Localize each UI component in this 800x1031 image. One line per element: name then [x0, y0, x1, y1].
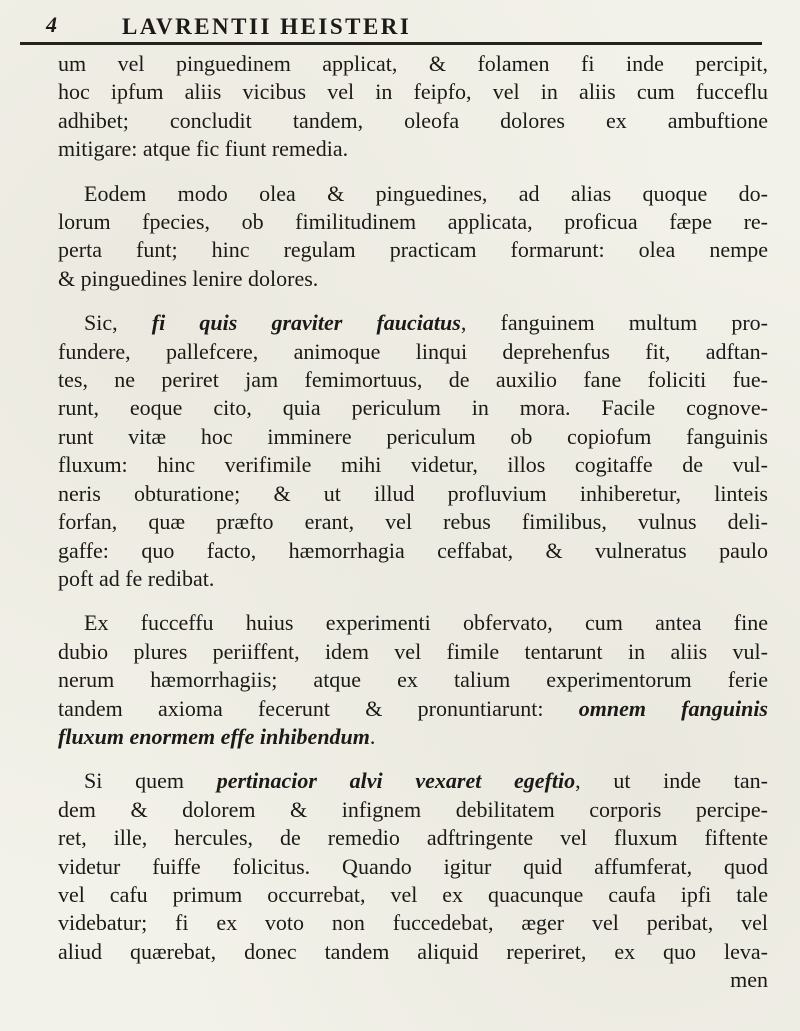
- text-line: gaffe: quo facto, hæmorrhagia ceffabat, & vulneratus paulo: [58, 537, 768, 563]
- italic-phrase: fluxum enormem effe inhibendum: [58, 723, 370, 749]
- text-line: perta funt; hinc regulam practicam formarunt: olea nempe: [58, 237, 768, 263]
- text-line: Ex fucceffu huius experimenti obfervato, cum antea fine: [84, 610, 768, 636]
- italic-phrase: fi quis graviter fauciatus: [151, 310, 461, 336]
- text-line: mitigare: atque fic fiunt remedia.: [58, 136, 349, 162]
- text-line: nerum hæmorrhagiis; atque ex talium experimentorum ferie: [58, 667, 768, 693]
- italic-phrase: pertinacior alvi vexaret egeftio: [216, 768, 576, 794]
- text-line: adhibet; concludit tandem, oleofa dolores ex ambuftione: [58, 107, 768, 133]
- page-number: 4: [46, 12, 57, 37]
- text-line: [58, 695, 768, 723]
- text-line: fluxum: hinc verifimile mihi videtur, illos cogitaffe de vul-: [58, 452, 768, 478]
- paragraph: [58, 609, 768, 751]
- header-rule: [20, 42, 762, 45]
- text-line: ret, ille, hercules, de remedio adftringente vel fluxum fiftente: [58, 825, 768, 851]
- text-run: Si quem: [84, 768, 217, 794]
- text-line: lorum fpecies, ob fimilitudinem applicata, proficua fæpe re-: [58, 209, 768, 235]
- paragraph: [58, 767, 768, 994]
- paragraph: [58, 309, 768, 593]
- text-run: Sic,: [84, 310, 152, 336]
- text-line: videbatur; fi ex voto non fuccedebat, æger vel peribat, vel: [58, 910, 768, 936]
- paragraph: [58, 50, 768, 164]
- catchword: men: [730, 967, 768, 993]
- text-line: & pinguedines lenire dolores.: [58, 265, 319, 291]
- text-run: tandem axioma fecerunt & pronuntiarunt:: [58, 695, 579, 721]
- text-line: [58, 767, 768, 795]
- text-line: fundere, pallefcere, animoque linqui deprehenfus fit, adftan-: [58, 338, 768, 364]
- text-line: runt, eoque cito, quia periculum in mora. Facile cognove-: [58, 395, 768, 421]
- page-header: [38, 4, 758, 44]
- text-line: vel cafu primum occurrebat, vel ex quacunque caufa ipfi tale: [58, 881, 768, 907]
- running-head: LAVRENTII HEISTERI: [122, 14, 412, 39]
- text-line: neris obturatione; & ut illud profluvium inhiberetur, linteis: [58, 480, 768, 506]
- text-line: dem & dolorem & infignem debilitatem corporis percipe-: [58, 796, 768, 822]
- text-run: , fanguinem multum pro-: [460, 310, 769, 336]
- text-line: dubio plures periiffent, idem vel fimile tentarunt in aliis vul-: [58, 638, 768, 664]
- text-line: poft ad fe redibat.: [58, 565, 215, 591]
- text-line: tes, ne periret jam femimortuus, de auxilio fane foliciti fue-: [58, 367, 768, 393]
- paragraph: [58, 180, 768, 294]
- text-line: hoc ipfum aliis vicibus vel in feipfo, vel in aliis cum fucceflu: [58, 79, 768, 105]
- text-line: forfan, quæ præfto erant, vel rebus fimilibus, vulnus deli-: [58, 509, 768, 535]
- text-line: runt vitæ hoc imminere periculum ob copiofum fanguinis: [58, 423, 768, 449]
- body-text: [58, 50, 768, 995]
- text-line: Eodem modo olea & pinguedines, ad alias quoque do-: [84, 180, 768, 206]
- text-line: videtur fuiffe folicitus. Quando igitur quid affumferat, quod: [58, 853, 768, 879]
- text-run: , ut inde tan-: [575, 768, 768, 794]
- text-run: .: [369, 723, 376, 749]
- text-line: [58, 309, 768, 337]
- text-line: aliud quærebat, donec tandem aliquid reperiret, ex quo leva-: [58, 938, 768, 964]
- text-line: [58, 723, 768, 751]
- italic-phrase: omnem fanguinis: [578, 695, 768, 721]
- text-line: um vel pinguedinem applicat, & folamen fi inde percipit,: [58, 51, 768, 76]
